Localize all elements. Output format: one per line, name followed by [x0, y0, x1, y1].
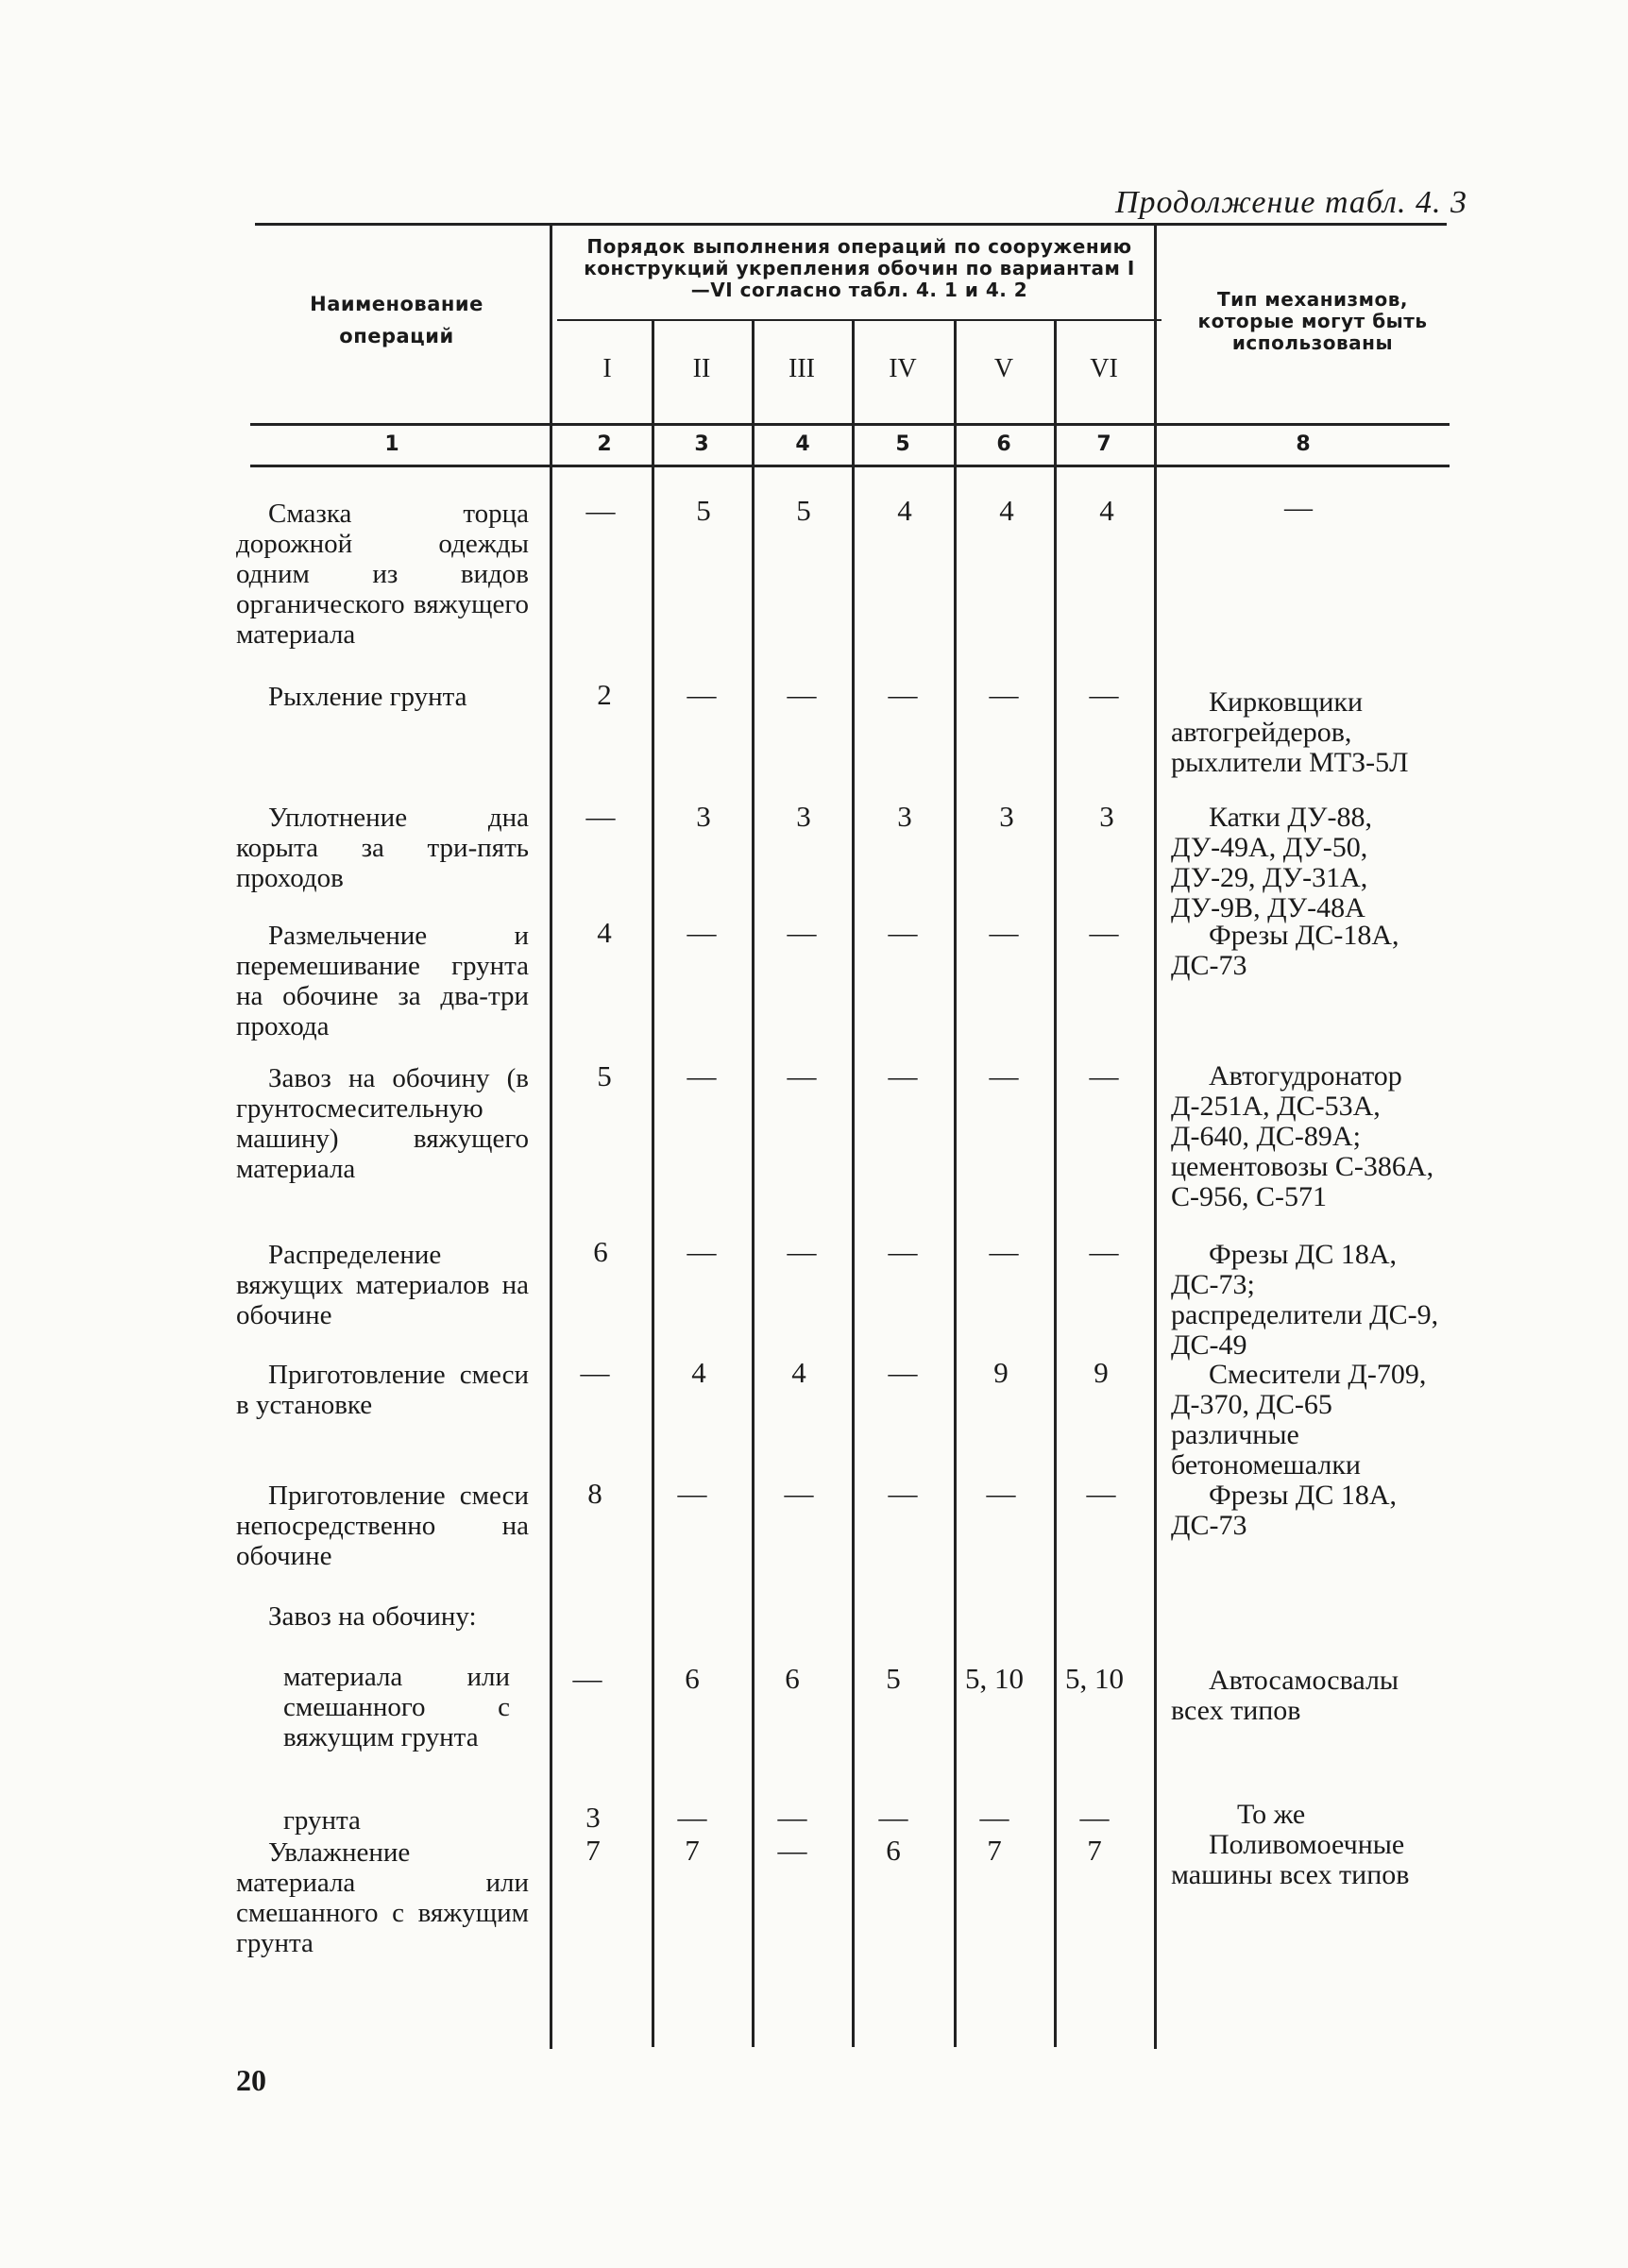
col-rule-7: [1154, 225, 1157, 2049]
mechanism-text: Смесители Д-709, Д-370, ДС-65 различные бетономешалки: [1171, 1359, 1427, 1481]
order-cell: 7: [1087, 1834, 1102, 1867]
variant-label: IV: [889, 354, 917, 383]
header-rule: [250, 423, 1450, 426]
order-cell: —: [888, 1356, 918, 1389]
col-rule-1: [550, 225, 552, 2049]
order-cell: —: [1089, 916, 1119, 949]
order-cell: —: [888, 916, 918, 949]
mechanism-text: Автосамосвалы всех типов: [1171, 1665, 1399, 1726]
header-mechanisms: Тип механизмов, которые могут быть использованы: [1197, 288, 1428, 354]
column-number: 3: [694, 432, 709, 456]
order-cell: 5: [696, 494, 711, 527]
variant-label: III: [789, 354, 815, 383]
order-cell: —: [777, 1834, 807, 1867]
operation-name: Рыхление грунта: [268, 682, 467, 712]
order-cell: 6: [593, 1235, 608, 1268]
mechanism-text: Кирковщики автогрейдеров, рыхлители МТЗ-5Л: [1171, 686, 1409, 778]
order-cell: 9: [993, 1356, 1009, 1389]
order-cell: 7: [585, 1834, 601, 1867]
order-cell: —: [687, 1235, 717, 1268]
order-cell: 6: [685, 1662, 700, 1695]
col-rule-6: [1054, 319, 1057, 2047]
operation-name: Завоз на обочину (в грунтосмесительную машину) вяжущего материала: [236, 1063, 529, 1184]
order-cell: 3: [897, 800, 912, 833]
column-number: 6: [996, 432, 1011, 456]
order-cell: —: [888, 1235, 918, 1268]
header-order: Порядок выполнения операций по сооружению конструкций укрепления обочин по вариантам I—VI согласно табл. 4. 1 и 4. 2: [584, 235, 1135, 301]
operation-name: Распределение вяжущих материалов на обочине: [236, 1240, 529, 1330]
order-cell: —: [687, 678, 717, 711]
variants-rule: [557, 319, 1162, 321]
order-cell: —: [687, 1059, 717, 1092]
col-rule-2: [652, 319, 654, 2047]
order-cell: —: [888, 678, 918, 711]
mechanism-text: То же: [1237, 1799, 1306, 1830]
operation-name: Смазка торца дорожной одежды одним из видов органического вяжущего материала: [236, 499, 529, 650]
operation-name: грунта: [283, 1805, 361, 1836]
order-cell: —: [787, 1059, 817, 1092]
order-cell: —: [1079, 1801, 1110, 1834]
top-rule: [255, 223, 1447, 226]
order-cell: —: [787, 678, 817, 711]
mechanism-text: —: [1284, 492, 1313, 523]
column-number: 2: [597, 432, 612, 456]
order-cell: —: [1086, 1477, 1116, 1510]
order-cell: —: [677, 1477, 707, 1510]
order-cell: —: [585, 494, 616, 527]
order-cell: 5: [886, 1662, 901, 1695]
order-cell: —: [1089, 1235, 1119, 1268]
order-cell: 2: [597, 678, 612, 711]
order-cell: —: [989, 1235, 1019, 1268]
page-number: 20: [236, 2063, 266, 2097]
operation-name: Уплотнение дна корыта за три-пять проходов: [236, 803, 529, 893]
order-cell: 4: [897, 494, 912, 527]
order-cell: 4: [999, 494, 1014, 527]
mechanism-text: Фрезы ДС 18А, ДС-73: [1171, 1480, 1398, 1541]
order-cell: 5: [796, 494, 811, 527]
order-cell: —: [572, 1662, 602, 1695]
order-cell: —: [979, 1801, 1009, 1834]
order-cell: 3: [1099, 800, 1114, 833]
order-cell: 4: [791, 1356, 806, 1389]
col-rule-5: [954, 319, 957, 2047]
mechanism-text: Фрезы ДС 18А, ДС-73; распределители ДС-9, ДС-49: [1171, 1239, 1439, 1361]
mechanism-text: Катки ДУ-88, ДУ-49А, ДУ-50, ДУ-29, ДУ-31А, ДУ-9В, ДУ-48А: [1171, 802, 1372, 923]
variant-label: V: [993, 354, 1014, 383]
order-cell: —: [677, 1801, 707, 1834]
mechanism-text: Поливомоечные машины всех типов: [1171, 1829, 1410, 1890]
order-cell: 7: [685, 1834, 700, 1867]
order-cell: 3: [696, 800, 711, 833]
operation-name: Приготовление смеси непосредственно на обочине: [236, 1481, 529, 1571]
order-cell: 3: [796, 800, 811, 833]
order-cell: 3: [999, 800, 1014, 833]
column-number: 4: [795, 432, 810, 456]
variant-label: I: [602, 354, 612, 383]
order-cell: 8: [587, 1477, 602, 1510]
order-cell: 3: [585, 1801, 601, 1834]
order-cell: —: [784, 1477, 814, 1510]
order-cell: —: [878, 1801, 908, 1834]
order-cell: —: [1089, 678, 1119, 711]
order-cell: —: [888, 1059, 918, 1092]
operation-name: Увлажнение материала или смешанного с вяжущим грунта: [236, 1837, 529, 1958]
variant-label: II: [692, 354, 711, 383]
order-cell: —: [989, 678, 1019, 711]
column-number: 8: [1296, 432, 1311, 456]
order-cell: 6: [785, 1662, 800, 1695]
order-cell: —: [989, 916, 1019, 949]
operation-name: Размельчение и перемешивание грунта на обочине за два-три прохода: [236, 921, 529, 1041]
order-cell: —: [986, 1477, 1016, 1510]
order-cell: —: [787, 916, 817, 949]
order-cell: —: [787, 1235, 817, 1268]
operation-name: Завоз на обочину:: [268, 1601, 477, 1632]
order-cell: 5: [597, 1059, 612, 1092]
order-cell: 5, 10: [1065, 1662, 1124, 1695]
col-rule-4: [852, 319, 855, 2047]
order-cell: —: [687, 916, 717, 949]
order-cell: —: [777, 1801, 807, 1834]
column-number: 7: [1096, 432, 1111, 456]
column-number: 1: [384, 432, 399, 456]
order-cell: 9: [1094, 1356, 1109, 1389]
order-cell: —: [989, 1059, 1019, 1092]
mechanism-text: Автогудронатор Д-251А, ДС-53А, Д-640, ДС-89А; цементовозы С-386А, С-956, С-571: [1171, 1060, 1434, 1212]
variant-label: VI: [1090, 354, 1118, 383]
order-cell: —: [580, 1356, 610, 1389]
mechanism-text: Фрезы ДС-18А, ДС-73: [1171, 920, 1399, 981]
order-cell: 5, 10: [965, 1662, 1024, 1695]
order-cell: —: [585, 800, 616, 833]
order-cell: —: [888, 1477, 918, 1510]
order-cell: 4: [597, 916, 612, 949]
header-operation: Наименование операций: [310, 293, 483, 347]
order-cell: 4: [1099, 494, 1114, 527]
table-caption: Продолжение табл. 4. 3: [1114, 185, 1467, 220]
order-cell: 7: [987, 1834, 1002, 1867]
order-cell: 4: [691, 1356, 706, 1389]
column-number: 5: [895, 432, 910, 456]
order-cell: —: [1089, 1059, 1119, 1092]
operation-name: материала или смешанного с вяжущим грунта: [283, 1662, 510, 1752]
numbers-rule: [250, 465, 1450, 467]
order-cell: 6: [886, 1834, 901, 1867]
col-rule-3: [752, 319, 755, 2047]
operation-name: Приготовление смеси в установке: [236, 1360, 529, 1420]
